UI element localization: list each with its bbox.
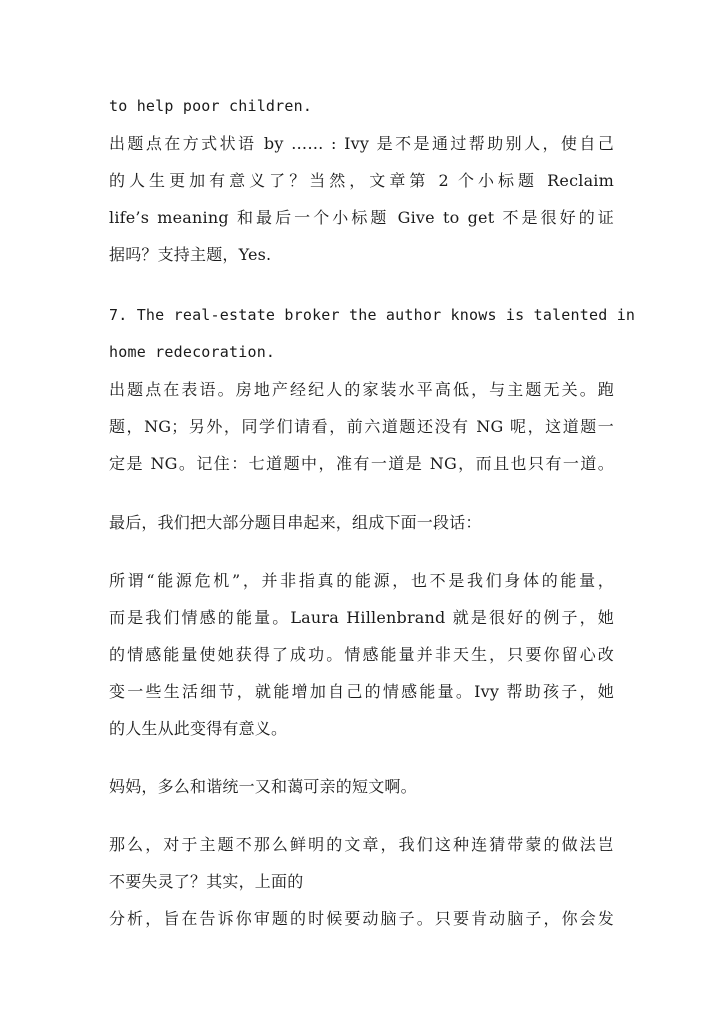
text-line: life’s meaning 和最后一个小标题 Give to get 不是很好的证 — [109, 208, 614, 227]
text-line: 分析，旨在告诉你审题的时候要动脑子。只要肯动脑子，你会发 — [109, 909, 614, 928]
paragraph-comment — [109, 768, 614, 805]
text-line: 据吗？支持主题，Yes. — [109, 245, 272, 264]
text-line: 定是 NG。记住：七道题中，准有一道是 NG，而且也只有一道。 — [109, 454, 614, 473]
text-line: 的情感能量使她获得了成功。情感能量并非天生，只要你留心改 — [109, 645, 614, 664]
text-line: 最后，我们把大部分题目串起来，组成下面一段话： — [109, 513, 482, 532]
text-line: 那么，对于主题不那么鲜明的文章，我们这种连猜带蒙的做法岂 — [109, 835, 614, 854]
text-line: 妈妈，多么和谐统一又和蔼可亲的短文啊。 — [109, 777, 417, 796]
text-line: to help poor children. — [109, 97, 313, 115]
text-line: 出题点在方式状语 by …… : Ivy 是不是通过帮助别人，使自己 — [109, 134, 614, 153]
text-line: 所谓“能源危机”，并非指真的能源，也不是我们身体的能量， — [109, 571, 614, 590]
text-line: 变一些生活细节，就能增加自己的情感能量。Ivy 帮助孩子，她 — [109, 682, 614, 701]
text-line: 的人生更加有意义了？当然，文章第 2 个小标题 Reclaim — [109, 171, 614, 190]
text-line: 的人生从此变得有意义。 — [109, 719, 288, 738]
paragraph-question-7 — [109, 297, 636, 482]
text-line: 不要失灵了？其实，上面的 — [109, 872, 304, 891]
text-line: home redecoration. — [109, 343, 276, 361]
text-line: 题，NG；另外，同学们请看，前六道题还没有 NG 呢，这道题一 — [109, 417, 614, 436]
paragraph-conclusion — [109, 826, 614, 937]
text-line: 7. The real-estate broker the author knows is talented in — [109, 306, 636, 324]
text-line: 而是我们情感的能量。Laura Hillenbrand 就是很好的例子，她 — [109, 608, 614, 627]
text-line: 出题点在表语。房地产经纪人的家装水平高低，与主题无关。跑 — [109, 380, 614, 399]
paragraph-answer-6-analysis — [109, 88, 614, 273]
paragraph-summary-intro — [109, 504, 614, 541]
paragraph-summary — [109, 562, 614, 747]
